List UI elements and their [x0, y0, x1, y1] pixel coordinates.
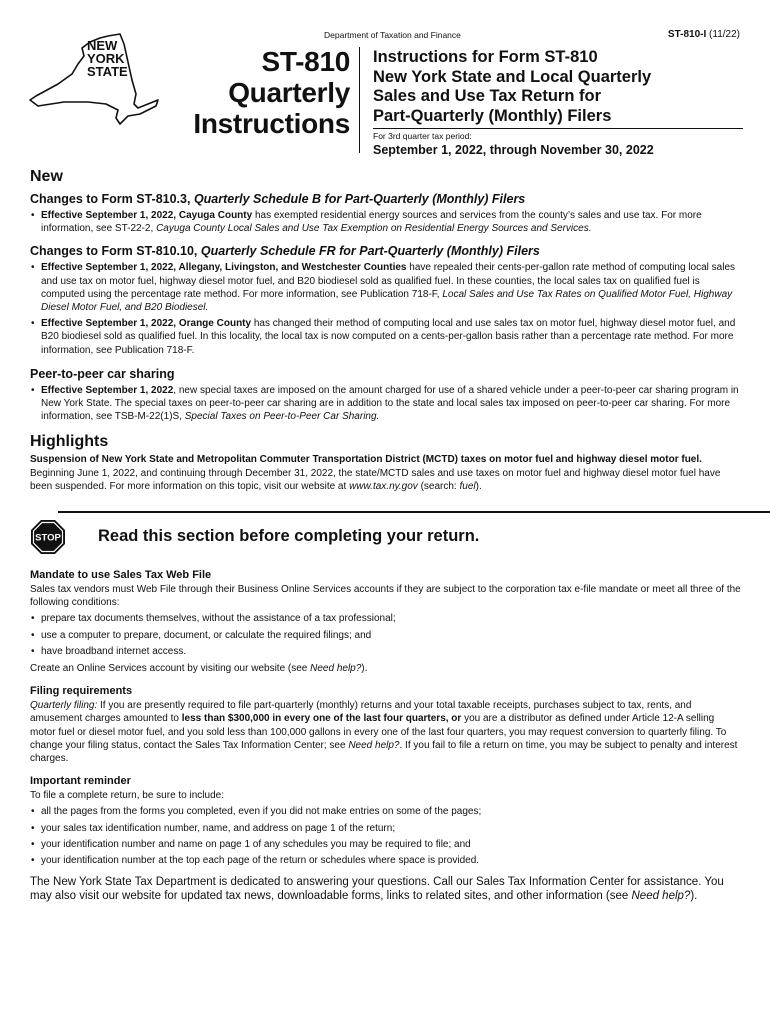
stop-sign-icon: [30, 519, 66, 555]
st81010-heading: [30, 244, 742, 258]
p2p-heading: Peer-to-peer car sharing: [30, 366, 175, 381]
list-item: [30, 317, 742, 357]
mandate-outro: [30, 662, 742, 675]
list-item: [30, 261, 742, 314]
stop-sign-text: STOP: [35, 532, 61, 544]
stop-message: Read this section before completing your return.: [98, 527, 480, 546]
reminder-list: [30, 805, 742, 867]
instructions-title-line-3: Sales and Use Tax Return for: [373, 87, 602, 105]
list-item: • use a computer to prepare, document, or calculate the required filings; and: [30, 629, 742, 642]
filing-body-1: If you are presently required to file part-quarterly (monthly) returns and your total taxable receipts, purchases subject to tax, rents, and amusement charges amounted to: [30, 700, 692, 725]
instructions-title-line-4: Part-Quarterly (Monthly) Filers: [373, 106, 612, 125]
instructions-title-line-2: New York State and Local Quarterly: [373, 67, 652, 86]
mandate-heading: Mandate to use Sales Tax Web File: [30, 569, 212, 582]
list-item: [30, 209, 742, 235]
list-item: • all the pages from the forms you completed, even if you did not make entries on some of the pages;: [30, 805, 742, 818]
bullet-bold: Effective September 1, 2022, Cayuga County: [41, 210, 253, 221]
filing-body-2: you are a distributor as defined under Article 12-A selling motor fuel or diesel motor fuel, and you sold less than 100,000 gallons in every one of the last four quarters, you may request conversion to quarterly filing. To change your filing status, contact the Sales Tax Information Center; see: [30, 713, 727, 751]
stop-banner: [30, 507, 742, 567]
bullet-italic: Cayuga County Local Sales and Use Tax Exemption on Residential Energy Sources and Services.: [156, 223, 592, 235]
svg-text:NEW YORK STATE: NEW YORK STATE: [87, 38, 128, 79]
bullet-bold: Effective September 1, 2022, Orange County: [41, 318, 252, 330]
filing-body-3: . If you fail to file a return on time, you may be subject to penalty and interest charges.: [30, 739, 738, 765]
list-item: • your identification number and name on page 1 of any schedules you may be required to file; and: [30, 838, 742, 851]
outro-prefix: Create an Online Services account by visiting our website (see: [30, 663, 311, 675]
website-link[interactable]: www.tax.ny.gov: [349, 480, 418, 492]
closing-body: The New York State Tax Department is dedicated to answering your questions. Call our Sales Tax Information Center for assistance. You may also visit our website for updated tax news, downloadable forms, links to related sites, and other information (see: [30, 876, 724, 903]
bullet-text: has exempted residential energy sources and services from the county’s sales and use tax. For more information, see ST-22-2,: [41, 210, 702, 235]
title-divider: [359, 47, 360, 153]
filing-heading: Filing requirements: [30, 685, 133, 698]
form-code: [668, 29, 740, 40]
st8103-list: [30, 209, 742, 235]
st81010-heading-italic: Quarterly Schedule FR for Part-Quarterly (Monthly) Filers: [200, 244, 540, 259]
bullet-bold: Effective September 1, 2022: [41, 384, 174, 396]
big-title-line-2: Quarterly: [228, 77, 350, 108]
list-item: • prepare tax documents themselves, without the assistance of a tax professional;: [30, 612, 742, 625]
document-body: [30, 168, 742, 903]
list-item: • have broadband internet access.: [30, 645, 742, 658]
p2p-list: [30, 384, 742, 424]
st81010-heading-prefix: Changes to Form ST-810.10,: [30, 244, 201, 259]
bullet-bold: Effective September 1, 2022, Allegany, Livingston, and Westchester Counties: [41, 262, 407, 274]
st8103-heading-italic: Quarterly Schedule B for Part-Quarterly (Monthly) Filers: [193, 192, 526, 206]
reminder-heading: Important reminder: [30, 775, 131, 788]
instructions-title-line-1: Instructions for Form ST-810: [373, 48, 598, 66]
highlights-bold: Suspension of New York State and Metropolitan Commuter Transportation District (MCTD) taxes on motor fuel and highway diesel motor fuel.: [30, 454, 702, 466]
outro-suffix: ).: [361, 663, 368, 675]
search-suffix: ).: [475, 480, 482, 492]
big-title-line-1: ST-810: [261, 46, 350, 77]
st81010-list: [30, 261, 742, 356]
bullet-italic: Special Taxes on Peer-to-Peer Car Sharing.: [184, 411, 380, 423]
highlights-heading: Highlights: [30, 433, 109, 451]
new-heading: New: [30, 168, 63, 185]
list-item: • your identification number at the top each page of the return or schedules where space is provided.: [30, 854, 742, 867]
st8103-heading: [30, 192, 742, 206]
big-title-line-3: Instructions: [193, 108, 350, 139]
period-label: For 3rd quarter tax period:: [373, 131, 472, 141]
department-name: Department of Taxation and Finance: [324, 30, 461, 40]
closing-text: [30, 875, 742, 903]
bullet-text: , new special taxes are imposed on the amount charged for use of a shared vehicle under a peer-to-peer car sharing program in New York State. The special taxes on peer-to-peer car sharing are in addition to the state and local sales tax imposed on peer-to-peer car sharing. For more information, see TSB-M-22(1)S,: [41, 384, 739, 423]
reminder-intro: To file a complete return, be sure to include:: [30, 790, 224, 802]
title-rule: [373, 128, 743, 129]
st8103-heading-prefix: Changes to Form ST-810.3,: [30, 192, 194, 206]
big-title: [160, 46, 350, 139]
list-item: [30, 384, 742, 424]
search-term: fuel: [459, 480, 476, 492]
new-york-state-logo: [24, 28, 162, 132]
closing-suffix: ).: [690, 890, 698, 903]
highlights-text: [30, 453, 742, 493]
search-prefix: (search:: [417, 480, 460, 492]
need-help-ref: Need help?: [348, 739, 400, 751]
need-help-ref: Need help?: [310, 663, 362, 675]
highlights-body: Beginning June 1, 2022, and continuing through December 31, 2022, the state/MCTD sales and use taxes on motor fuel and highway diesel motor fuel have been suspended. For more information on this topic, visit our website at: [30, 467, 721, 492]
mandate-list: [30, 612, 742, 658]
filing-bold: less than $300,000 in every one of the last four quarters, or: [181, 713, 462, 725]
bullet-text: have repealed their cents-per-gallon rate method of computing local sales and use tax on motor fuel, highway diesel motor fuel, and B20 biodiesel sold as qualified fuel. In these counties, the local sales tax on qualified fuel is computed using the percentage rate method. For more information, see Publication 718-F,: [41, 262, 736, 300]
form-number: ST-810-I: [667, 29, 707, 40]
mandate-intro: Sales tax vendors must Web File through their Business Online Services accounts if they are subject to the corporation tax e-file mandate or meet all three of the following conditions:: [30, 584, 741, 609]
stop-rule: [58, 511, 770, 513]
bullet-italic: Local Sales and Use Tax Rates on Qualified Motor Fuel, Highway Diesel Motor Fuel, and B20 Biodiesel.: [41, 288, 733, 314]
quarterly-filing-label: Quarterly filing:: [30, 700, 98, 712]
tax-period: September 1, 2022, through November 30, 2022: [373, 143, 654, 157]
filing-text: [30, 699, 742, 765]
list-item: • your sales tax identification number, name, and address on page 1 of the return;: [30, 822, 742, 835]
instructions-title: [373, 48, 753, 126]
form-date: (11/22): [709, 29, 740, 40]
need-help-ref: Need help?: [631, 890, 691, 903]
bullet-text: has changed their method of computing local and use sales tax on motor fuel, highway diesel motor fuel, and B20 biodiesel sold as qualified fuel. In this locality, the local tax is now computed on a cents-per-gallon basis rather than a percentage rate method. For more information, see Publication 718-F.: [41, 318, 736, 356]
